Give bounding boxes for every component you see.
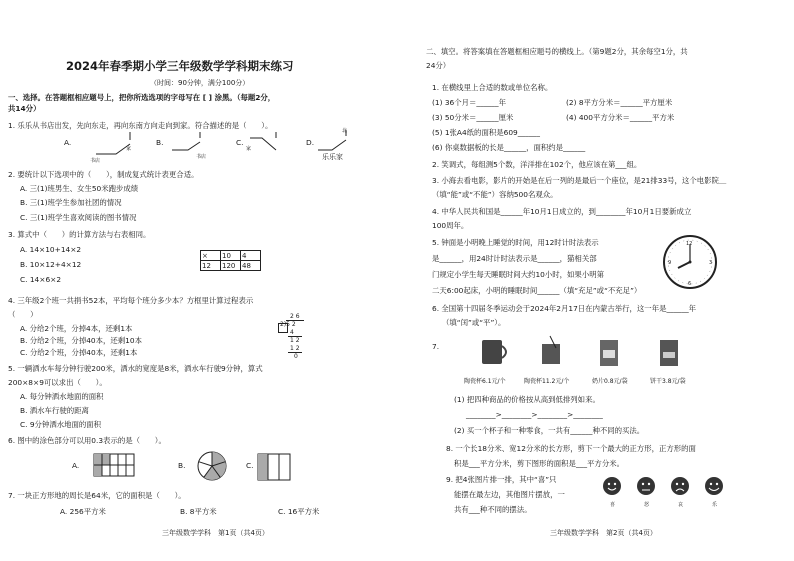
section2-heading-cont: 24分） — [426, 61, 451, 70]
q9-label-ai: 哀 — [678, 502, 684, 508]
q1-option-d: D. — [306, 138, 315, 147]
q4-division-dividend: 2)5 2 — [280, 321, 296, 328]
q1-label-home: 家 — [126, 146, 132, 152]
joyful-face-icon — [705, 477, 723, 495]
svg-text:6: 6 — [688, 281, 692, 287]
fill-q9: 9. 把4张图片排一排，其中“喜”只 — [446, 475, 557, 484]
q7-sub1: (1) 把四种商品的价格按从高到低排列如来。 — [454, 395, 600, 404]
q5-stem: 5. 一辆洒水车每分钟行驶200米，洒水的宽度是8米，洒水车行驶9分钟，算式 — [8, 364, 263, 373]
q6-figure-a — [94, 454, 134, 476]
q4-option-c: C. 分给2个班，分掉40本，还剩1本 — [20, 348, 138, 357]
q6-option-c: C. — [246, 461, 254, 470]
fill-q7-number: 7. — [432, 342, 440, 351]
fill-q6: 6. 全国第十四届冬季运动会于2024年2月17日在内蒙古举行，这一年是______年 — [432, 304, 697, 313]
q6-figure-b — [198, 452, 226, 480]
page-1-footer: 三年级数学学科 第1页（共4页） — [162, 529, 269, 537]
q1-label-north: 北 — [342, 128, 348, 134]
q1-label-home-c: 家 — [246, 146, 252, 152]
page-2-footer: 三年级数学学科 第2页（共4页） — [550, 529, 657, 537]
cookie-bag-icon — [660, 340, 678, 366]
fill-q3-cont: （填“能”或“不能”）容纳500名观众。 — [432, 190, 558, 199]
fill-q4-cont: 100周年。 — [432, 221, 469, 230]
q1-option-b: B. — [156, 138, 164, 147]
q6-option-a: A. — [72, 461, 80, 470]
q3-table-cell: 10 — [221, 251, 241, 261]
fill-q1-item-1: (1) 36个月＝______年 — [432, 98, 506, 107]
svg-text:12: 12 — [686, 241, 693, 247]
mug-icon — [482, 340, 506, 364]
q1-label-lele-home: 乐乐家 — [322, 153, 343, 161]
q3-table-cell: 4 — [241, 251, 261, 261]
exam-page-2 — [404, 0, 794, 561]
q6-fraction-figures — [0, 450, 400, 490]
q5-option-b: B. 洒水车行驶的距离 — [20, 406, 89, 415]
q7-price-cup: 陶瓷杯11.2元/个 — [524, 378, 570, 385]
q4-division-remainder: 0 — [294, 353, 298, 360]
exam-title: 2024年春季期小学三年级数学学科期末练习 — [66, 59, 294, 73]
fill-q9-line2: 能摆在最左边，其他图片摆放，一 — [454, 490, 565, 499]
angry-face-icon — [637, 477, 655, 495]
fill-q5-line4: 二天6:00起床，小明的睡眠时间______（填“充足”或“不充足”） — [432, 286, 642, 295]
fill-q1-item-3: (3) 50分米＝______厘米 — [432, 113, 514, 122]
q2-stem: 2. 要统计以下选项中的（ ），制成复式统计表更合适。 — [8, 170, 199, 179]
section1-heading-cont: 共14分） — [8, 104, 41, 113]
q7-sub1-answer: ________>________>________>________ — [466, 410, 603, 419]
q4-option-a: A. 分给2个班，分掉4本，还剩1本 — [20, 324, 133, 333]
q4-division-rule — [288, 336, 302, 337]
q1-option-a: A. — [64, 138, 72, 147]
q1-label-bookstore: 书店 — [90, 158, 101, 164]
exam-subtitle: （时间：90分钟，满分100分） — [150, 79, 250, 87]
q4-stem: 4. 三年级2个班一共捐书52本，平均每个班分多少本？方框里计算过程表示 — [8, 296, 254, 305]
q4-division-step: 1 2 — [290, 345, 300, 352]
q5-option-a: A. 每分钟洒水地面的面积 — [20, 392, 104, 401]
section2-heading: 二、填空。将答案填在答题框相应题号的横线上。（第9题2分，其余每空1分，共 — [426, 47, 688, 56]
section1-heading: 一、选择。在答题框相应题号上，把你所选选项的字母写在 [ ] 涂黑。（每题2分， — [8, 93, 276, 102]
q7-price-mug: 陶瓷杯6.1元/个 — [464, 378, 506, 385]
q4-option-b: B. 分给2个班，分掉40本，还剩10本 — [20, 336, 142, 345]
q3-table-cell: × — [201, 251, 221, 261]
q3-table-cell: 12 — [201, 261, 221, 271]
fill-q4: 4. 中华人民共和国是______年10月1日成立的，到________年10月1日要新成立 — [432, 207, 692, 216]
fill-q5: 5. 钟面是小明晚上睡觉的时间，用12时计时法表示 — [432, 238, 599, 247]
q7-price-cookie: 饼干3.8元/袋 — [650, 378, 686, 385]
q4-answer-box — [278, 323, 288, 333]
q4-division-step: 1 2 — [290, 337, 300, 344]
q3-option-c: C. 14×6×2 — [20, 275, 62, 284]
q9-emotion-faces — [602, 476, 742, 500]
svg-text:9: 9 — [668, 260, 672, 266]
q9-label-nu: 怒 — [644, 502, 650, 508]
fill-q1-stem: 1. 在横线里上合适的数或单位名称。 — [432, 83, 553, 92]
happy-face-icon — [603, 477, 621, 495]
q3-stem: 3. 算式中（ ）的计算方法与右表相同。 — [8, 230, 151, 239]
milk-tablet-bag-icon — [600, 340, 618, 366]
cup-icon — [542, 336, 560, 364]
q5-option-c: C. 9分钟洒水地面的面积 — [20, 420, 102, 429]
fill-q8: 8. 一个长18分米、宽12分米的长方形，剪下一个最大的正方形，正方形的面 — [446, 444, 696, 453]
fill-q1-item-2: (2) 8平方分米＝______平方厘米 — [566, 98, 673, 107]
q7-option-a: A. 256平方米 — [60, 507, 106, 516]
q7-stem: 7. 一块正方形地的周长是64米，它的面积是（ ）。 — [8, 491, 186, 500]
q7-option-b: B. 8平方米 — [180, 507, 217, 516]
q6-option-b: B. — [178, 461, 186, 470]
q9-label-xi: 喜 — [610, 502, 616, 508]
q7-price-milk: 奶片0.8元/袋 — [592, 378, 628, 385]
svg-text:3: 3 — [709, 260, 713, 266]
q2-option-a: A. 三(1)班男生、女生50米跑步成绩 — [20, 184, 139, 193]
fill-q5-line2: 是______，用24时计时法表示是______，猫相关部 — [432, 254, 597, 263]
q4-paren: （ ） — [8, 310, 38, 319]
q1-stem: 1. 乐乐从书店出发，先向东走，再向东南方向走向到家。符合描述的是（ ）。 — [8, 121, 273, 130]
fill-q2: 2. 笑调式，每组测5个数，洋洋排在102个，他应该在第___组。 — [432, 160, 642, 169]
fill-q8-cont: 积是___平方分米，剪下图形的面积是___平方分米。 — [454, 459, 624, 468]
fill-q6-cont: （填“闰”或“平”）。 — [442, 318, 506, 327]
q3-table-cell: 48 — [241, 261, 261, 271]
fill-q3: 3. 小海去看电影，影片的开始是在后一列的是最后一个座位，是21排33号，这个电影院＿ — [432, 176, 727, 185]
q4-division-rule — [288, 352, 302, 353]
sad-face-icon — [671, 477, 689, 495]
fill-q1-item-6: (6) 你桌数据板的长是______，面积约是______ — [432, 143, 586, 152]
q9-label-le: 乐 — [712, 502, 718, 508]
q3-option-a: A. 14×10+14×2 — [20, 245, 82, 254]
q1-option-c: C. — [236, 138, 244, 147]
q4-division-step: 4 — [290, 329, 294, 336]
q4-division-bar — [286, 320, 304, 321]
q6-figure-c — [258, 454, 290, 480]
q1-route-diagrams — [0, 128, 400, 168]
q2-option-c: C. 三(1)班学生喜欢阅读的图书情况 — [20, 213, 137, 222]
clock-face-icon — [662, 234, 722, 294]
q3-option-b: B. 10×12+4×12 — [20, 260, 82, 269]
fill-q9-line3: 共有___种不同的摆法。 — [454, 505, 532, 514]
q3-multiplication-table — [200, 250, 261, 271]
q4-division-quotient: 2 6 — [290, 313, 300, 320]
fill-q1-item-4: (4) 400平方分米＝______平方米 — [566, 113, 675, 122]
q6-stem: 6. 图中的涂色部分可以用0.3表示的是（ ）。 — [8, 436, 166, 445]
q7-product-images — [464, 334, 724, 374]
q5-stem-cont: 200×8×9可以求出（ ）。 — [8, 378, 107, 387]
q1-label-bookstore-b: 书店 — [196, 154, 207, 160]
q7-option-c: C. 16平方米 — [278, 507, 320, 516]
q2-option-b: B. 三(1)班学生参加社团的情况 — [20, 198, 122, 207]
fill-q5-line3: 门规定小学生每天睡眠时间大约10小时，如果小明第 — [432, 270, 605, 279]
fill-q1-item-5: (5) 1张A4纸的面积是609______ — [432, 128, 540, 137]
q3-table-cell: 120 — [221, 261, 241, 271]
q7-sub2: (2) 买一个杯子和一种零食，一共有______种不同的买法。 — [454, 426, 645, 435]
